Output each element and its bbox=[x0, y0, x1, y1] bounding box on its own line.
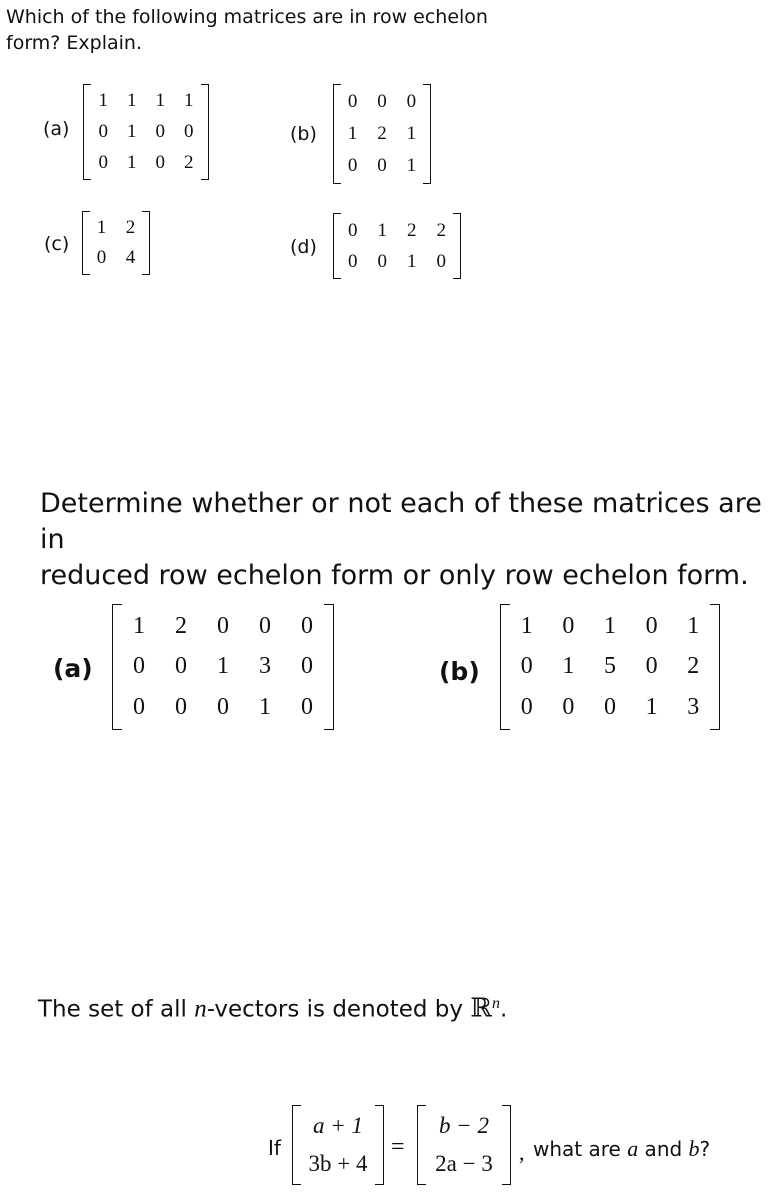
matrix-2a-table bbox=[118, 606, 328, 728]
matrix-cell: 1 bbox=[406, 155, 417, 176]
matrix-cell: 2 bbox=[687, 653, 700, 680]
q4-comma: , bbox=[519, 1140, 525, 1165]
label-1a: (a) bbox=[43, 118, 70, 140]
matrix-cell: 0 bbox=[406, 91, 417, 112]
q4-and: and bbox=[638, 1137, 689, 1161]
q4-left-vector bbox=[292, 1105, 384, 1185]
matrix-cell: 0 bbox=[155, 151, 165, 173]
matrix-cell: 0 bbox=[98, 151, 108, 173]
question-1-line-2: form? Explain. bbox=[6, 32, 143, 54]
q4-question-prefix: what are bbox=[533, 1137, 628, 1161]
question-1-text bbox=[6, 4, 488, 56]
matrix-cell: 0 bbox=[377, 91, 387, 112]
matrix-1c-table bbox=[87, 213, 145, 273]
matrix-cell: 0 bbox=[348, 250, 358, 272]
matrix-2b bbox=[500, 604, 720, 730]
matrix-cell: 2 bbox=[175, 612, 187, 639]
matrix-cell: 0 bbox=[217, 612, 229, 639]
matrix-cell: 0 bbox=[562, 612, 575, 639]
matrix-cell: 0 bbox=[98, 120, 108, 142]
matrix-cell: 0 bbox=[377, 155, 387, 176]
label-2a: (a) bbox=[53, 654, 93, 683]
matrix-cell: 1 bbox=[347, 123, 358, 144]
matrix-cell: 0 bbox=[133, 694, 145, 721]
matrix-cell: 1 bbox=[217, 653, 229, 680]
matrix-cell: 2 bbox=[184, 151, 194, 173]
q4-left-bottom: 3b + 4 bbox=[308, 1151, 368, 1176]
q3-middle: -vectors is denoted by bbox=[206, 996, 471, 1023]
matrix-cell: 0 bbox=[96, 247, 107, 268]
matrix-1a-table bbox=[89, 86, 203, 178]
label-1d: (d) bbox=[290, 236, 317, 258]
matrix-cell: 0 bbox=[175, 653, 187, 680]
matrix-cell: 1 bbox=[407, 250, 417, 272]
matrix-cell: 0 bbox=[436, 250, 446, 272]
matrix-cell: 0 bbox=[175, 694, 187, 721]
matrix-cell: 3 bbox=[687, 694, 700, 721]
q4-if: If bbox=[268, 1136, 281, 1160]
matrix-cell: 0 bbox=[301, 694, 313, 721]
matrix-cell: 1 bbox=[406, 123, 417, 144]
question-2-line-1: Determine whether or not each of these matrices are in bbox=[40, 488, 762, 555]
q4-question-suffix: ? bbox=[699, 1137, 711, 1161]
matrix-cell: 2 bbox=[407, 219, 417, 241]
matrix-cell: 1 bbox=[520, 612, 533, 639]
matrix-cell: 0 bbox=[155, 120, 165, 142]
matrix-cell: 0 bbox=[520, 653, 533, 680]
matrix-cell: 1 bbox=[155, 90, 165, 112]
question-1-line-1: Which of the following matrices are in row echelon bbox=[6, 6, 488, 28]
matrix-cell: 1 bbox=[377, 219, 387, 241]
q4-equals: = bbox=[391, 1134, 405, 1160]
matrix-cell: 0 bbox=[133, 653, 145, 680]
matrix-cell: 0 bbox=[347, 91, 358, 112]
matrix-1c bbox=[82, 211, 150, 275]
q4-question bbox=[533, 1136, 710, 1162]
q4-right-top: b − 2 bbox=[438, 1113, 490, 1138]
q4-var-a: a bbox=[627, 1136, 639, 1161]
matrix-cell: 0 bbox=[184, 120, 194, 142]
matrix-cell: 1 bbox=[133, 612, 145, 639]
matrix-cell: 0 bbox=[377, 250, 387, 272]
matrix-cell: 1 bbox=[687, 612, 700, 639]
real-numbers-symbol: ℝ bbox=[470, 993, 492, 1023]
matrix-1d bbox=[333, 213, 461, 279]
matrix-cell: 0 bbox=[562, 694, 575, 721]
matrix-1b-table bbox=[338, 86, 426, 182]
question-2-line-2: reduced row echelon form or only row echelon form. bbox=[40, 560, 749, 591]
matrix-cell: 1 bbox=[127, 120, 137, 142]
q3-var-n: n bbox=[194, 995, 207, 1023]
matrix-cell: 5 bbox=[603, 653, 616, 680]
matrix-cell: 3 bbox=[259, 653, 271, 680]
matrix-cell: 0 bbox=[259, 612, 271, 639]
question-3-text bbox=[38, 988, 507, 1026]
matrix-cell: 1 bbox=[603, 612, 616, 639]
matrix-cell: 2 bbox=[377, 123, 387, 144]
question-2-text bbox=[40, 486, 780, 594]
label-2b: (b) bbox=[439, 657, 480, 686]
matrix-1d-table bbox=[338, 215, 456, 277]
matrix-cell: 0 bbox=[603, 694, 616, 721]
matrix-cell: 0 bbox=[348, 219, 358, 241]
matrix-cell: 0 bbox=[347, 155, 358, 176]
matrix-cell: 4 bbox=[125, 247, 136, 268]
matrix-1a bbox=[83, 84, 209, 180]
matrix-cell: 2 bbox=[436, 219, 446, 241]
q4-right-vector bbox=[417, 1105, 511, 1185]
q4-right-bottom: 2a − 3 bbox=[435, 1151, 493, 1176]
matrix-cell: 1 bbox=[127, 151, 137, 173]
q3-prefix: The set of all bbox=[38, 996, 195, 1023]
matrix-cell: 0 bbox=[301, 653, 313, 680]
label-1b: (b) bbox=[290, 123, 317, 145]
matrix-cell: 0 bbox=[217, 694, 229, 721]
matrix-cell: 1 bbox=[645, 694, 658, 721]
q4-var-b: b bbox=[688, 1136, 700, 1161]
matrix-cell: 1 bbox=[98, 90, 108, 112]
matrix-cell: 0 bbox=[645, 653, 658, 680]
matrix-cell: 1 bbox=[184, 90, 194, 112]
q3-suffix: . bbox=[499, 996, 508, 1023]
q4-left-top: a + 1 bbox=[312, 1113, 364, 1138]
matrix-cell: 1 bbox=[96, 217, 107, 238]
q3-superscript-n: n bbox=[491, 995, 500, 1012]
matrix-cell: 1 bbox=[562, 653, 575, 680]
matrix-cell: 0 bbox=[520, 694, 533, 721]
label-1c: (c) bbox=[44, 233, 70, 255]
matrix-1b bbox=[333, 84, 431, 184]
matrix-2a bbox=[112, 604, 334, 730]
matrix-cell: 2 bbox=[125, 217, 136, 238]
matrix-cell: 0 bbox=[301, 612, 313, 639]
matrix-2b-table bbox=[506, 606, 714, 728]
matrix-cell: 1 bbox=[259, 694, 271, 721]
matrix-cell: 1 bbox=[127, 90, 137, 112]
matrix-cell: 0 bbox=[645, 612, 658, 639]
